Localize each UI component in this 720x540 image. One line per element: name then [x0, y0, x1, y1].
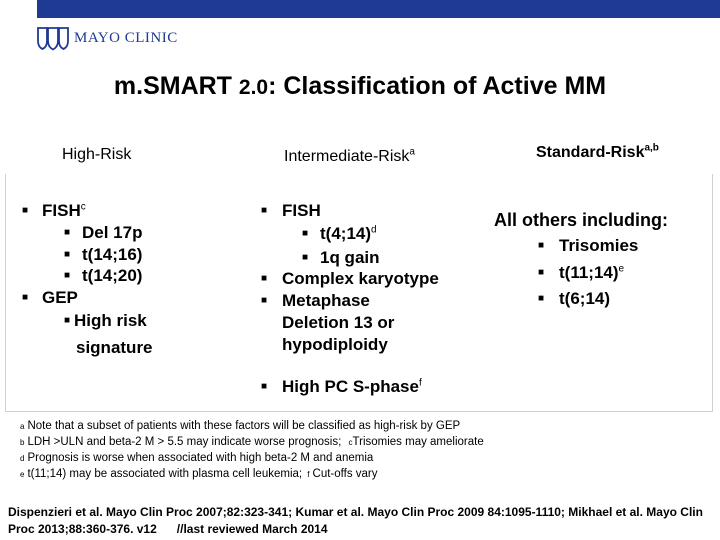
bullet-icon: ■ [538, 293, 545, 304]
bullet-icon: ■ [538, 267, 545, 278]
footnote-a: a Note that a subset of patients with these factors will be classified as high-risk by GEP [20, 420, 461, 432]
bullet-icon: ■ [22, 292, 29, 303]
bullet-icon: ■ [261, 295, 268, 306]
std-trisomies: Trisomies [559, 236, 639, 255]
bullet-icon: ■ [538, 240, 545, 251]
reference-line-2: Proc 2013;88:360-376. v12 //last reviewed March 2014 [8, 522, 328, 536]
bullet-icon: ■ [64, 249, 71, 260]
bullet-icon: ■ [261, 273, 268, 284]
footnote-d: d Prognosis is worse when associated with high beta-2 M and anemia [20, 452, 374, 464]
high-del17p: Del 17p [82, 223, 143, 242]
int-1q-gain: 1q gain [320, 248, 380, 267]
bullet-icon: ■ [302, 252, 309, 263]
title-version: 2.0 [238, 76, 269, 99]
bullet-icon: ■ [261, 381, 268, 392]
bullet-icon: ■ [22, 205, 29, 216]
footnote-b: b LDH >ULN and beta-2 M > 5.5 may indicate worse prognosis; cTrisomies may ameliorate [20, 436, 484, 448]
high-t1416: t(14;16) [82, 245, 143, 264]
bullet-icon: ■ [302, 228, 309, 239]
int-high-pc: High PC S-phase$^f$ [282, 377, 422, 396]
page-title [0, 72, 720, 101]
int-metaphase: Metaphase [282, 291, 370, 310]
mayo-clinic-logo [36, 24, 178, 52]
header-bar [37, 0, 720, 18]
high-fish: FISH$^c$ [42, 201, 86, 220]
int-t414: t(4;14)$^d$ [320, 224, 377, 243]
title-part1: m.SMART [113, 72, 239, 100]
high-risk-sig-1: High risk [74, 311, 147, 330]
int-hypodiploidy: hypodiploidy [282, 335, 388, 354]
standard-risk-heading: Standard-Risk$^{a,b}$ [536, 142, 659, 161]
std-t1114: t(11;14)$^e$ [559, 263, 625, 282]
high-risk-heading: High-Risk [62, 146, 132, 163]
mayo-shield-icon [36, 25, 70, 51]
high-risk-sig-2: signature [76, 338, 153, 357]
logo-text: MAYO CLINIC [74, 29, 178, 46]
reference-text [8, 504, 714, 538]
int-complex: Complex karyotype [282, 269, 439, 288]
footnote-e: e t(11;14) may be associated with plasma cell leukemia; f Cut-offs vary [20, 468, 378, 480]
high-gep: GEP [42, 288, 78, 307]
high-t1420: t(14;20) [82, 266, 143, 285]
std-t614: t(6;14) [559, 289, 611, 308]
bullet-icon: ■ [261, 205, 268, 216]
int-deletion13: Deletion 13 or [282, 313, 395, 332]
title-part2: : Classification of Active MM [268, 72, 607, 100]
std-intro: All others including: [494, 210, 668, 230]
bullet-icon: ■ [64, 270, 71, 281]
bullet-icon: ■ [64, 227, 71, 238]
reference-line-1: Dispenzieri et al. Mayo Clin Proc 2007;82:323-341; Kumar et al. Mayo Clin Proc 2009 84:1095-1110; Mikhael et al. Mayo Clin [8, 505, 703, 519]
bullet-icon: ■ [64, 315, 71, 326]
int-fish: FISH [282, 201, 321, 220]
intermediate-risk-heading: Intermediate-Risk$^a$ [284, 146, 415, 165]
